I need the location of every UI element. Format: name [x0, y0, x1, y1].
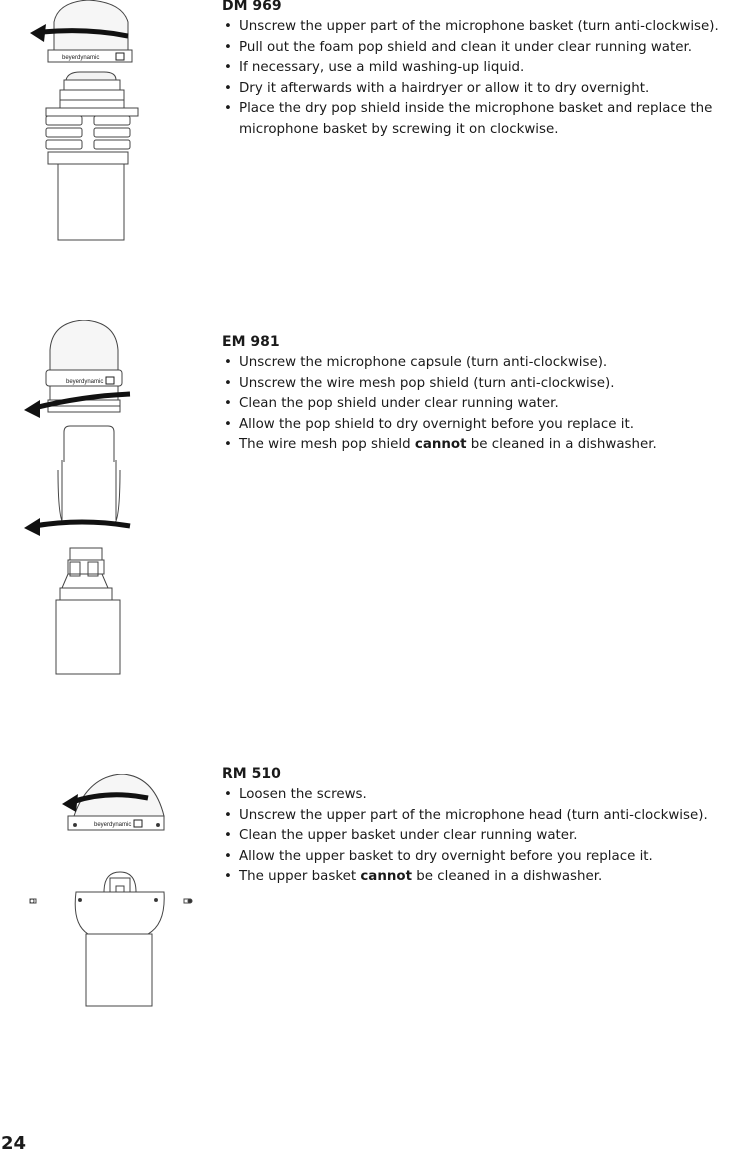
bullet: • — [224, 416, 232, 432]
list-item — [222, 79, 751, 100]
item-text: Unscrew the upper part of the microphone head (turn anti-clockwise). — [239, 807, 708, 823]
bullet: • — [224, 375, 232, 391]
item-text: Unscrew the upper part of the microphone basket (turn anti-clockwise). — [239, 19, 719, 34]
page-number: 24 — [1, 1133, 27, 1154]
list-item — [222, 394, 751, 415]
item-text-bold: cannot — [414, 437, 467, 452]
list-item — [222, 415, 751, 436]
section-dm969 — [222, 0, 751, 140]
item-text: Allow the pop shield to dry overnight before you replace it. — [239, 416, 634, 432]
item-text: Loosen the screws. — [239, 787, 367, 802]
brand-logo-text: beyerdynamic — [66, 379, 104, 385]
item-text-pre: The wire mesh pop shield — [239, 437, 415, 452]
item-text-post: be cleaned in a dishwasher. — [412, 869, 603, 884]
list-item — [222, 99, 751, 140]
bullet: • — [224, 39, 232, 55]
bullet: • — [224, 355, 232, 370]
section-em981 — [222, 332, 751, 456]
instruction-list — [222, 785, 751, 888]
item-text: If necessary, use a mild washing-up liquid. — [239, 60, 525, 75]
item-text: Pull out the foam pop shield and clean it under clear running water. — [239, 39, 693, 55]
instruction-list — [222, 353, 751, 456]
rm510-illustration — [28, 774, 198, 1014]
section-rm510 — [222, 764, 751, 888]
item-text-bold: cannot — [360, 869, 412, 884]
item-text: Unscrew the microphone capsule (turn anti-clockwise). — [239, 355, 608, 370]
bullet: • — [224, 19, 232, 34]
dm969-illustration — [28, 0, 148, 245]
section-title: RM 510 — [222, 766, 281, 782]
list-item — [222, 17, 751, 38]
item-text: Unscrew the wire mesh pop shield (turn anti-clockwise). — [239, 375, 615, 391]
list-item — [222, 806, 751, 827]
list-item — [222, 847, 751, 868]
item-text: Place the dry pop shield inside the microphone basket and replace the microphone basket by screwing it on clockwise. — [239, 101, 713, 137]
section-title: EM 981 — [222, 334, 280, 350]
item-text: Allow the upper basket to dry overnight before you replace it. — [239, 848, 653, 864]
bullet: • — [224, 828, 232, 843]
bullet: • — [224, 848, 232, 864]
section-title: DM 969 — [222, 0, 282, 14]
list-item — [222, 826, 751, 847]
bullet: • — [224, 807, 232, 823]
bullet: • — [224, 80, 232, 96]
list-item — [222, 58, 751, 79]
list-item — [222, 38, 751, 59]
item-text-post: be cleaned in a dishwasher. — [466, 437, 657, 452]
list-item — [222, 374, 751, 395]
item-text: Dry it afterwards with a hairdryer or allow it to dry overnight. — [239, 80, 650, 96]
list-item — [222, 785, 751, 806]
list-item — [222, 353, 751, 374]
bullet: • — [224, 60, 232, 75]
bullet: • — [224, 101, 232, 116]
list-item — [222, 435, 751, 456]
brand-logo-text: beyerdynamic — [94, 822, 132, 828]
bullet: • — [224, 437, 232, 452]
item-text: Clean the pop shield under clear running water. — [239, 396, 559, 411]
instruction-list — [222, 17, 751, 140]
item-text-pre: The upper basket — [239, 869, 361, 884]
brand-logo-text: beyerdynamic — [62, 55, 100, 61]
list-item — [222, 867, 751, 888]
em981-illustration — [22, 320, 142, 680]
bullet: • — [224, 787, 232, 802]
item-text: Clean the upper basket under clear running water. — [239, 828, 578, 843]
bullet: • — [224, 869, 232, 884]
bullet: • — [224, 396, 232, 411]
